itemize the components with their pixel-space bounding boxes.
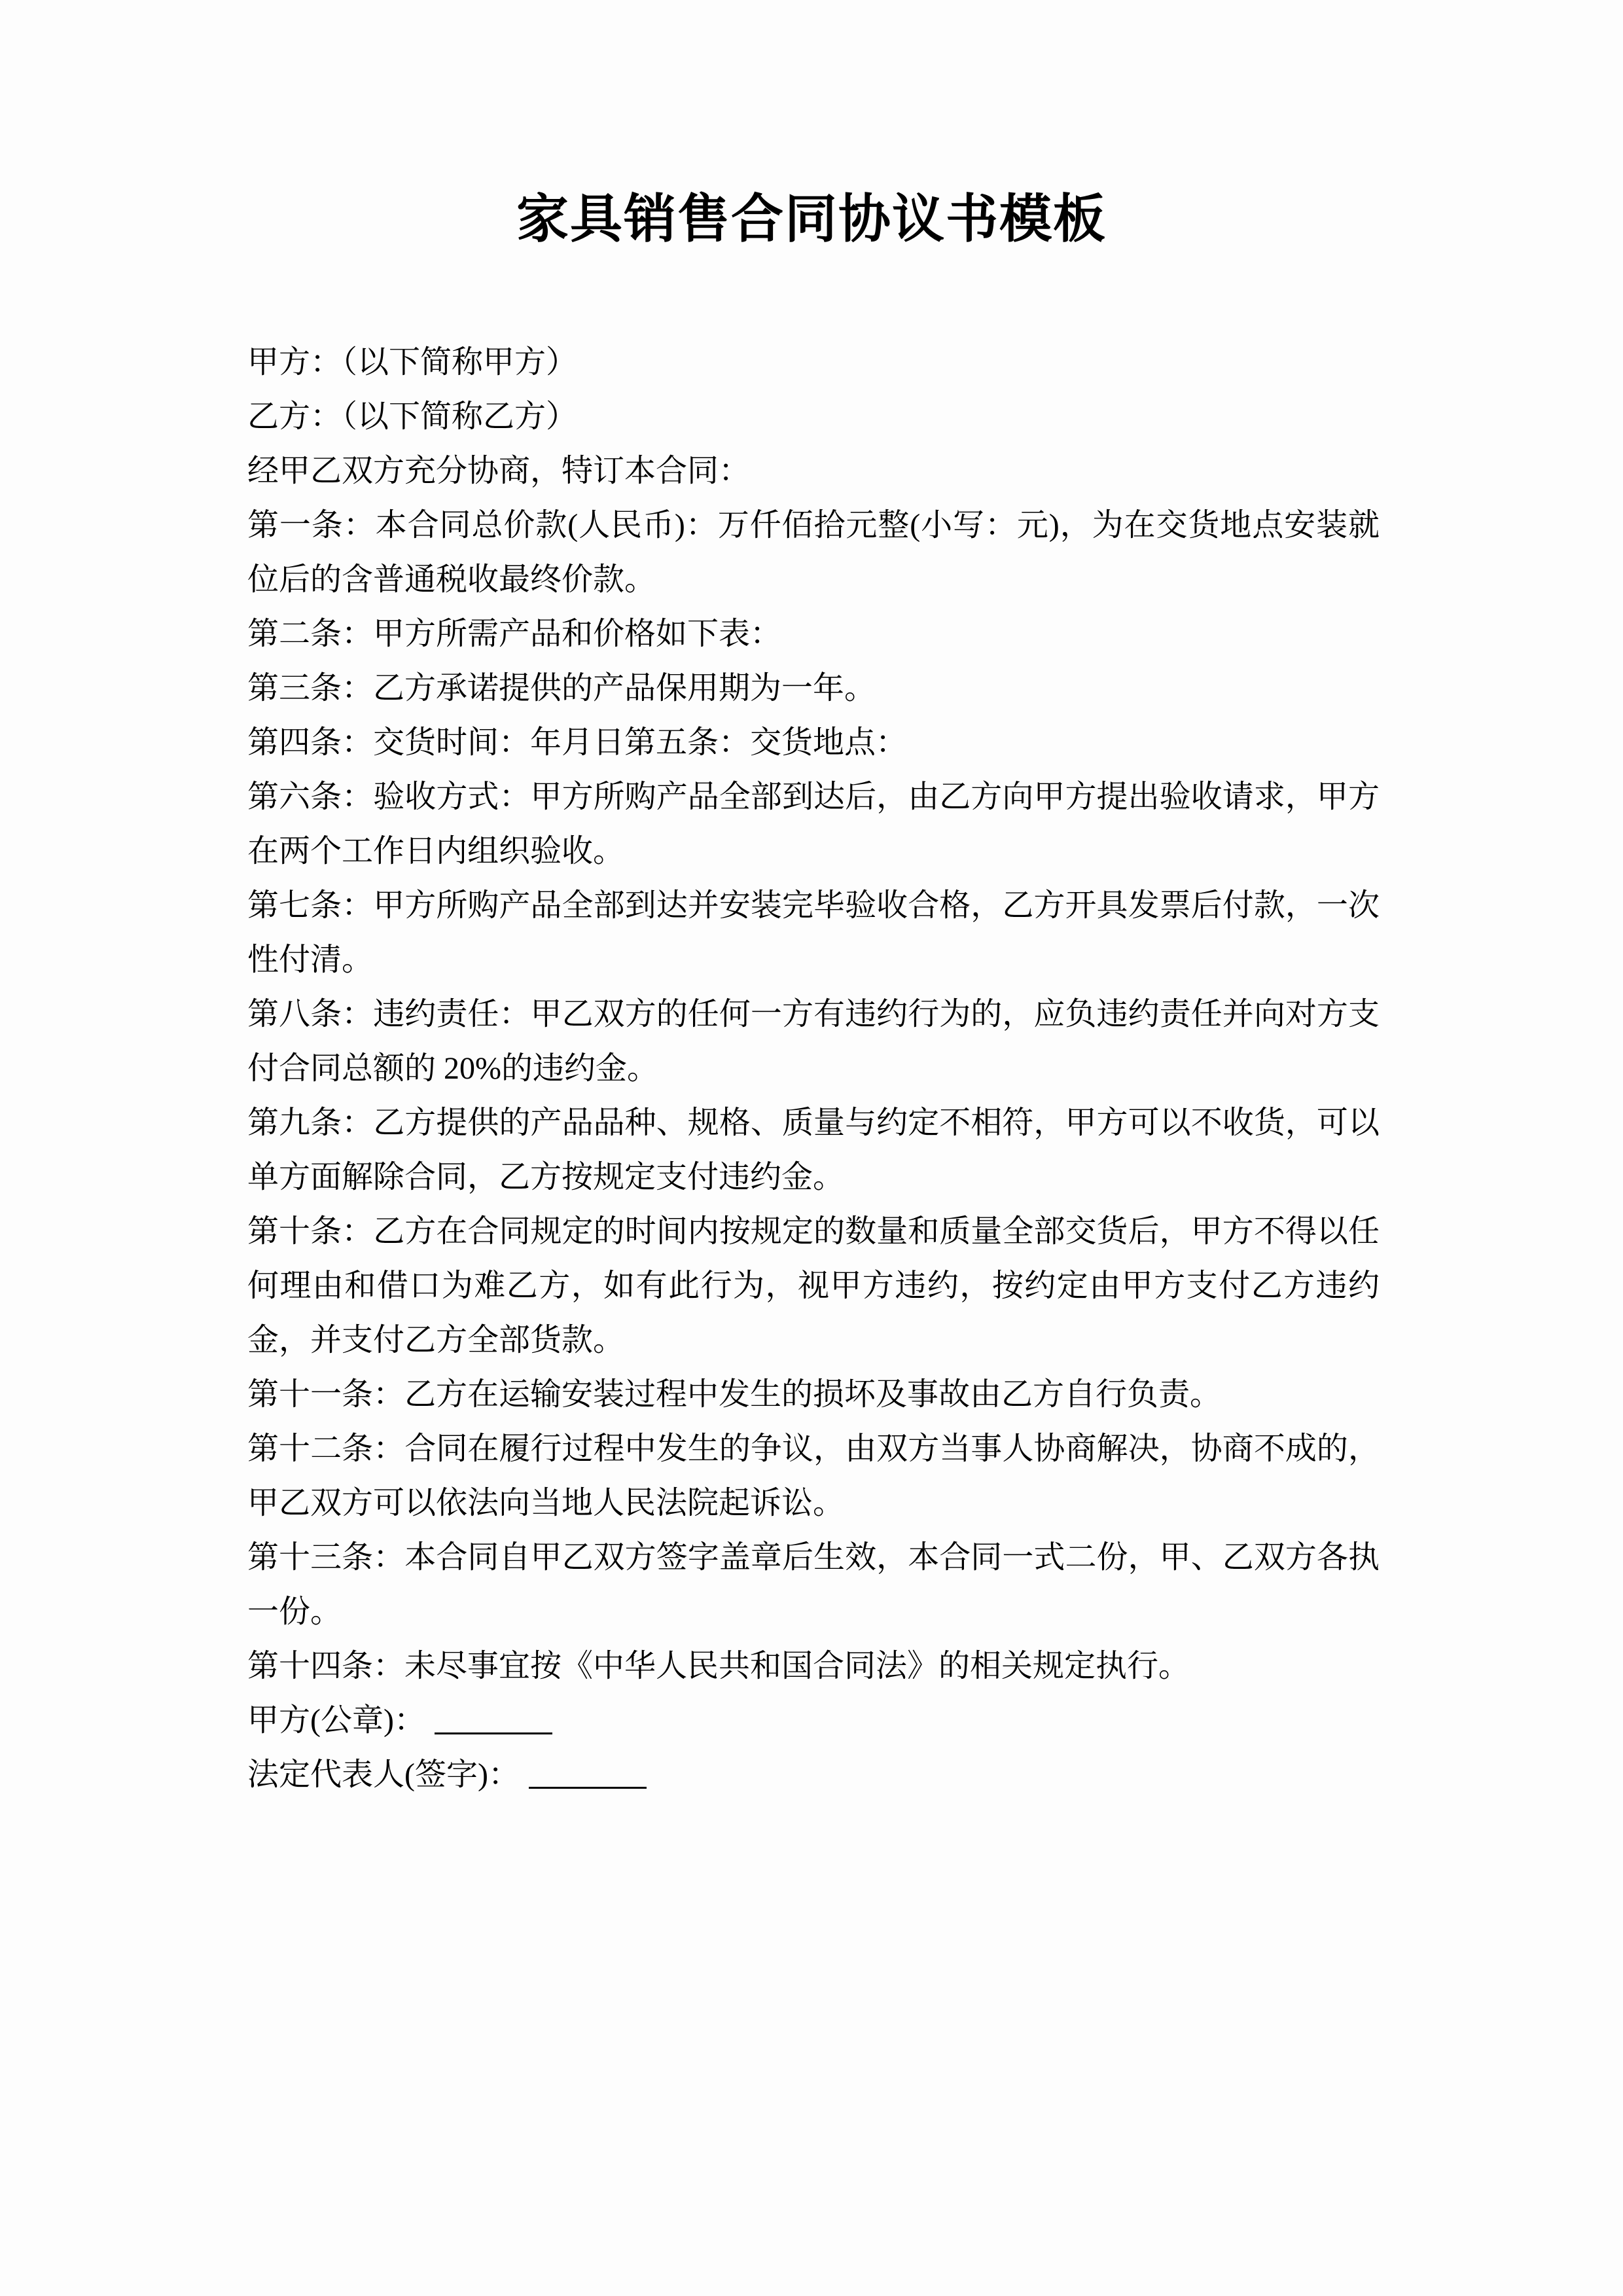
- contract-body: [247, 335, 1380, 1802]
- article-1: 第一条：本合同总价款(人民币)：万仟佰拾元整(小写：元)，为在交货地点安装就位后的含普通税收最终价款。: [247, 508, 1380, 597]
- signature-seal-jia-label: 甲方(公章)：: [247, 1703, 425, 1738]
- article-14: 第十四条：未尽事宜按《中华人民共和国合同法》的相关规定执行。: [247, 1649, 1190, 1683]
- article-8: 第八条：违约责任：甲乙双方的任何一方有违约行为的，应负违约责任并向对方支付合同总额的 20%的违约金。: [247, 997, 1380, 1086]
- article-7: 第七条：甲方所购产品全部到达并安装完毕验收合格，乙方开具发票后付款，一次性付清。: [247, 888, 1380, 977]
- article-9: 第九条：乙方提供的产品品种、规格、质量与约定不相符，甲方可以不收货，可以单方面解除合同，乙方按规定支付违约金。: [247, 1105, 1380, 1194]
- party-line-jia: 甲方：（以下简称甲方）: [247, 345, 578, 380]
- signature-legal-rep-blank[interactable]: [529, 1787, 647, 1789]
- article-11: 第十一条：乙方在运输安装过程中发生的损坏及事故由乙方自行负责。: [247, 1377, 1222, 1412]
- article-4: 第四条：交货时间：年月日第五条：交货地点：: [247, 725, 908, 760]
- article-10: 第十条：乙方在合同规定的时间内按规定的数量和质量全部交货后，甲方不得以任何理由和借口为难乙方，如有此行为，视甲方违约，按约定由甲方支付乙方违约金，并支付乙方全部货款。: [247, 1214, 1380, 1357]
- article-12: 第十二条：合同在履行过程中发生的争议，由双方当事人协商解决，协商不成的，甲乙双方可以依法向当地人民法院起诉讼。: [247, 1431, 1380, 1520]
- signature-legal-rep: [247, 1748, 1380, 1802]
- signature-seal-jia-blank[interactable]: [435, 1732, 552, 1734]
- article-13: 第十三条：本合同自甲乙双方签字盖章后生效，本合同一式二份，甲、乙双方各执一份。: [247, 1540, 1380, 1629]
- party-line-yi: 乙方：（以下简称乙方）: [247, 399, 578, 434]
- signature-legal-rep-label: 法定代表人(签字)：: [247, 1757, 520, 1792]
- signature-seal-jia: [247, 1693, 1380, 1748]
- page-title: 家具销售合同协议书模板: [516, 191, 1107, 249]
- article-6: 第六条：验收方式：甲方所购产品全部到达后，由乙方向甲方提出验收请求，甲方在两个工作日内组织验收。: [247, 780, 1380, 869]
- article-2: 第二条：甲方所需产品和价格如下表：: [247, 617, 782, 651]
- preamble: 经甲乙双方充分协商，特订本合同：: [247, 454, 751, 488]
- article-3: 第三条：乙方承诺提供的产品保用期为一年。: [247, 671, 876, 706]
